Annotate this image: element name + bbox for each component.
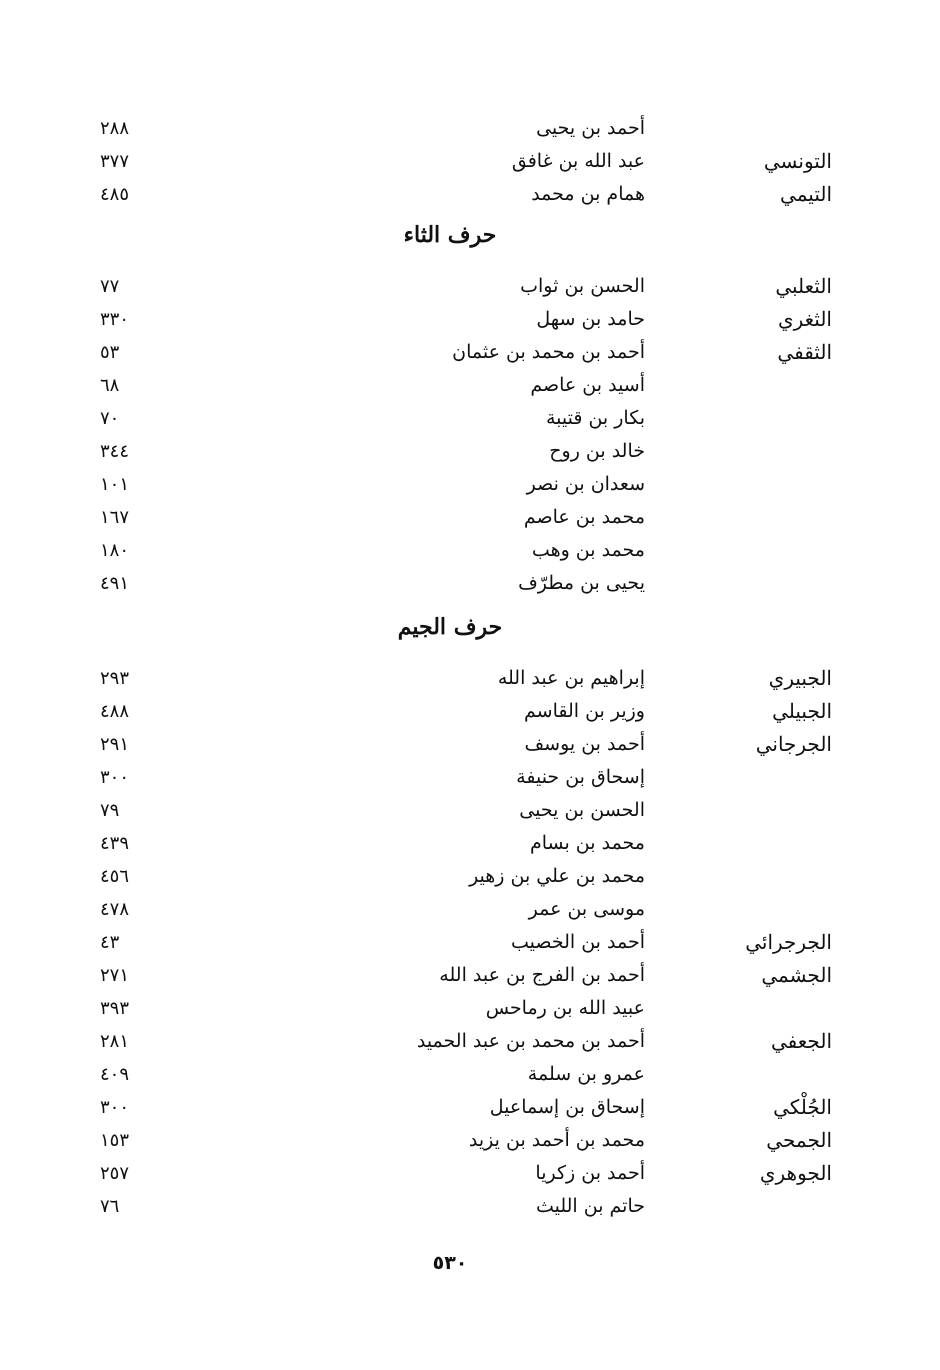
- page-reference: ٤٧٨: [100, 899, 130, 920]
- person-name: سعدان بن نصر: [526, 473, 645, 495]
- page-reference: ٧٩: [100, 800, 120, 821]
- person-name: محمد بن أحمد بن يزيد: [468, 1129, 645, 1151]
- person-name: همام بن محمد: [531, 183, 645, 205]
- nisba-label: الجعفي: [771, 1029, 832, 1053]
- person-name: أحمد بن الفرج بن عبد الله: [439, 964, 645, 986]
- nisba-label: الثقفي: [777, 340, 832, 364]
- page-reference: ٤٣: [100, 932, 120, 953]
- index-row: [0, 1190, 940, 1223]
- person-name: محمد بن بسام: [529, 832, 645, 854]
- person-name: يحيى بن مطرّف: [518, 572, 645, 594]
- index-row: [0, 402, 940, 435]
- section-heading-jim: حرف الجيم: [397, 614, 503, 640]
- person-name: إبراهيم بن عبد الله: [497, 667, 645, 689]
- person-name: خالد بن روح: [549, 440, 645, 462]
- index-row: [0, 1025, 940, 1058]
- index-row: [0, 567, 940, 600]
- section-continuation: [0, 112, 940, 211]
- nisba-label: الجُلْكي: [773, 1095, 832, 1119]
- index-row: [0, 435, 940, 468]
- page-reference: ١٦٧: [100, 507, 130, 528]
- person-name: أحمد بن يحيى: [536, 117, 645, 139]
- index-row: [0, 794, 940, 827]
- page-reference: ١٨٠: [100, 540, 130, 561]
- nisba-label: الجبيلي: [772, 699, 832, 723]
- nisba-label: التيمي: [780, 182, 832, 206]
- person-name: وزير بن القاسم: [524, 700, 645, 722]
- person-name: محمد بن علي بن زهير: [469, 865, 645, 887]
- person-name: بكار بن قتيبة: [545, 407, 645, 429]
- page-reference: ٣٧٧: [100, 151, 130, 172]
- index-row: [0, 1124, 940, 1157]
- person-name: عمرو بن سلمة: [527, 1063, 645, 1085]
- page-reference: ١٥٣: [100, 1130, 130, 1151]
- section-heading-tha: حرف الثاء: [403, 222, 497, 248]
- person-name: حاتم بن الليث: [535, 1195, 645, 1217]
- person-name: إسحاق بن إسماعيل: [489, 1096, 645, 1118]
- index-row: [0, 893, 940, 926]
- page-reference: ٤٥٦: [100, 866, 130, 887]
- page-reference: ٢٥٧: [100, 1163, 130, 1184]
- person-name: أحمد بن الخصيب: [510, 931, 645, 953]
- index-row: [0, 534, 940, 567]
- page-reference: ٣٣٠: [100, 309, 130, 330]
- person-name: عبيد الله بن رماحس: [485, 997, 645, 1019]
- page-reference: ٧٠: [100, 408, 120, 429]
- page-reference: ٢٩١: [100, 734, 130, 755]
- index-row: [0, 303, 940, 336]
- index-row: [0, 761, 940, 794]
- index-row: [0, 959, 940, 992]
- index-row: [0, 860, 940, 893]
- index-row: [0, 662, 940, 695]
- nisba-label: الجرجرائي: [745, 930, 832, 954]
- index-row: [0, 501, 940, 534]
- index-row: [0, 270, 940, 303]
- person-name: الحسن بن يحيى: [519, 799, 645, 821]
- person-name: محمد بن عاصم: [523, 506, 645, 528]
- index-row: [0, 1091, 940, 1124]
- person-name: عبد الله بن غافق: [511, 150, 645, 172]
- person-name: محمد بن وهب: [531, 539, 645, 561]
- page-reference: ٧٧: [100, 276, 120, 297]
- index-row: [0, 926, 940, 959]
- page-reference: ٢٨٨: [100, 118, 130, 139]
- index-row: [0, 145, 940, 178]
- page-reference: ٧٦: [100, 1196, 120, 1217]
- section-jim: [0, 662, 940, 1223]
- index-row: [0, 992, 940, 1025]
- page-reference: ٢٨١: [100, 1031, 130, 1052]
- page-reference: ١٠١: [100, 474, 130, 495]
- nisba-label: الجمحي: [766, 1128, 832, 1152]
- page-reference: ٢٧١: [100, 965, 130, 986]
- person-name: أحمد بن يوسف: [524, 733, 645, 755]
- page-reference: ٢٩٣: [100, 668, 130, 689]
- index-row: [0, 468, 940, 501]
- index-row: [0, 369, 940, 402]
- page-number: ٥٣٠: [432, 1252, 468, 1274]
- person-name: إسحاق بن حنيفة: [516, 766, 645, 788]
- person-name: الحسن بن ثواب: [520, 275, 645, 297]
- nisba-label: الثغري: [777, 307, 832, 331]
- person-name: حامد بن سهل: [536, 308, 645, 330]
- page-reference: ٣٩٣: [100, 998, 130, 1019]
- page-reference: ٦٨: [100, 375, 120, 396]
- index-row: [0, 112, 940, 145]
- index-row: [0, 827, 940, 860]
- nisba-label: التونسي: [763, 149, 832, 173]
- page-reference: ٣٠٠: [100, 1097, 130, 1118]
- nisba-label: الجشمي: [761, 963, 832, 987]
- nisba-label: الجبيري: [768, 666, 832, 690]
- index-row: [0, 178, 940, 211]
- person-name: موسى بن عمر: [528, 898, 645, 920]
- index-row: [0, 336, 940, 369]
- index-row: [0, 695, 940, 728]
- person-name: أحمد بن محمد بن عثمان: [452, 341, 645, 363]
- index-row: [0, 1157, 940, 1190]
- person-name: أحمد بن زكريا: [535, 1162, 645, 1184]
- person-name: أحمد بن محمد بن عبد الحميد: [416, 1030, 645, 1052]
- page-reference: ٤٩١: [100, 573, 130, 594]
- nisba-label: الثعلبي: [775, 274, 832, 298]
- index-row: [0, 1058, 940, 1091]
- page-reference: ٤٨٨: [100, 701, 130, 722]
- page-reference: ٣٠٠: [100, 767, 130, 788]
- page-reference: ٥٣: [100, 342, 120, 363]
- person-name: أسيد بن عاصم: [530, 374, 645, 396]
- page-reference: ٣٤٤: [100, 441, 130, 462]
- page-reference: ٤٠٩: [100, 1064, 130, 1085]
- page-reference: ٤٨٥: [100, 184, 130, 205]
- nisba-label: الجوهري: [759, 1161, 832, 1185]
- page-reference: ٤٣٩: [100, 833, 130, 854]
- section-tha: [0, 270, 940, 600]
- nisba-label: الجرجاني: [755, 732, 832, 756]
- index-row: [0, 728, 940, 761]
